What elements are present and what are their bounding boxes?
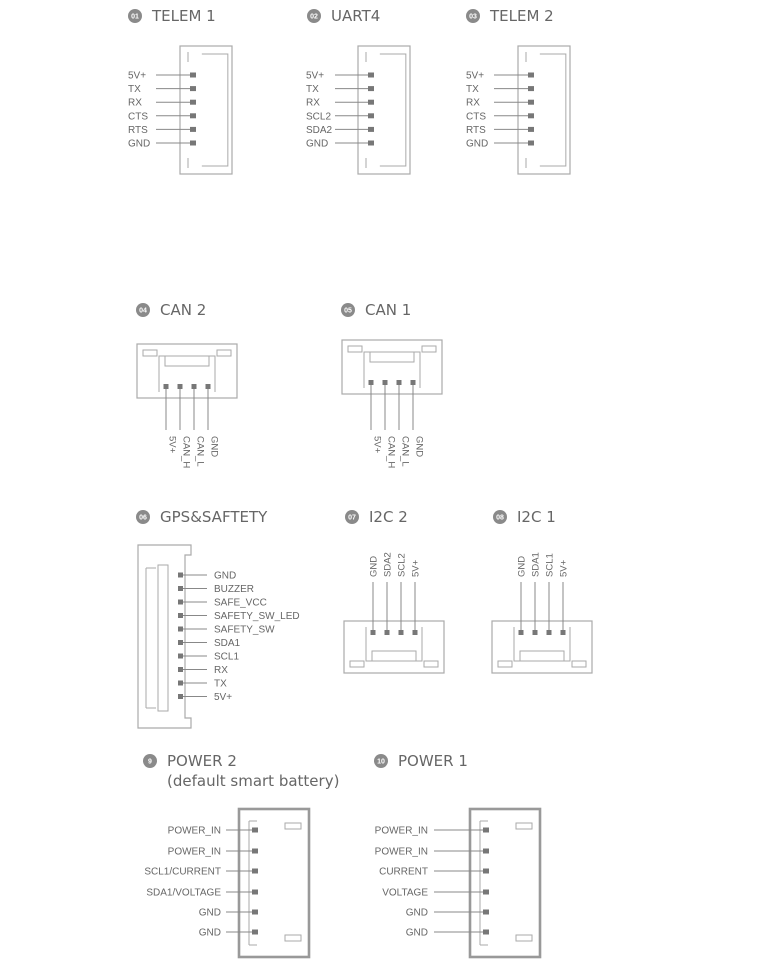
badge-number: 04 (139, 307, 147, 315)
pin-label: POWER_IN (167, 846, 221, 858)
pin-contact (369, 380, 374, 385)
pin-contact (190, 113, 196, 118)
badge-number: 01 (131, 13, 139, 21)
pin-label: SAFETY_SW (214, 624, 275, 636)
pin-contact (252, 910, 258, 915)
pin-contact (528, 73, 534, 78)
pin-label: CAN_H (385, 436, 397, 469)
pin-label: GND (306, 138, 329, 150)
pin-label: SAFETY_SW_LED (214, 611, 300, 622)
connector-c02 (306, 7, 410, 174)
badge (374, 754, 388, 768)
pin-contact (368, 73, 374, 78)
pin-contact (178, 667, 183, 672)
pin-label: SCL1 (544, 553, 556, 577)
pin-contact (397, 380, 402, 385)
pin-contact (178, 384, 183, 389)
pin-label: CURRENT (379, 866, 428, 878)
pin-contact (483, 930, 489, 935)
pin-label: SDA1 (530, 552, 542, 577)
pin-contact (178, 573, 183, 578)
pin-label: 5V+ (166, 436, 178, 454)
badge-number: 05 (344, 307, 352, 315)
pin-label: BUZZER (214, 584, 254, 595)
pin-label: RX (128, 97, 142, 109)
badge-number: 07 (348, 514, 356, 522)
pin-contact (533, 630, 538, 635)
connector-housing (344, 621, 444, 673)
pin-label: 5V+ (128, 70, 147, 82)
pin-label: 5V+ (410, 559, 422, 577)
pin-contact (206, 384, 211, 389)
badge (341, 303, 355, 317)
pin-contact (178, 681, 183, 686)
badge-number: 06 (139, 514, 147, 522)
pin-label: RTS (466, 124, 486, 136)
connector-c05 (341, 301, 442, 468)
pin-label: 5V+ (558, 559, 570, 577)
pin-label: GND (516, 555, 528, 577)
pin-contact (178, 627, 183, 632)
pin-contact (368, 113, 374, 118)
pin-label: TX (214, 678, 227, 690)
connector-c06 (136, 508, 300, 728)
pin-contact (371, 630, 376, 635)
pin-contact (483, 849, 489, 854)
pin-label: SAFE_VCC (214, 597, 267, 609)
badge (493, 510, 507, 524)
pin-label: POWER_IN (374, 846, 428, 858)
pin-label: SDA2 (306, 124, 333, 136)
badge (307, 9, 321, 23)
pin-label: GND (413, 436, 425, 458)
connector-subtitle: (default smart battery) (167, 772, 340, 790)
pin-contact (528, 100, 534, 105)
badge-number: 08 (496, 514, 504, 522)
connector-c03 (466, 7, 570, 174)
connector-c01 (128, 7, 232, 174)
connector-housing (342, 340, 442, 394)
connector-title: I2C 1 (517, 508, 556, 526)
pin-label: GND (208, 436, 220, 458)
pin-label: 5V+ (214, 692, 233, 703)
pin-label: SDA2 (382, 552, 394, 577)
pin-contact (164, 384, 169, 389)
connector-title: POWER 1 (398, 752, 468, 770)
pin-contact (483, 890, 489, 895)
pin-contact (190, 73, 196, 78)
pin-contact (413, 630, 418, 635)
pin-label: GND (466, 138, 489, 150)
pin-contact (178, 586, 183, 591)
pin-label: GND (128, 138, 151, 150)
connector-title: TELEM 2 (490, 7, 554, 25)
pin-contact (385, 630, 390, 635)
pin-label: SDA1/VOLTAGE (146, 887, 221, 899)
connector-title: GPS&SAFTETY (160, 508, 268, 526)
pin-contact (252, 828, 258, 833)
pin-label: SCL1/CURRENT (144, 866, 221, 878)
pin-label: GND (405, 907, 428, 919)
pin-contact (192, 384, 197, 389)
pin-contact (368, 127, 374, 132)
badge-number: 03 (469, 13, 477, 21)
pin-label: SCL2 (396, 553, 408, 577)
pin-contact (178, 613, 183, 618)
connector-housing (492, 621, 592, 673)
badge-number: 10 (377, 758, 385, 766)
pin-contact (252, 869, 258, 874)
pin-contact (519, 630, 524, 635)
pin-contact (190, 141, 196, 146)
pin-contact (547, 630, 552, 635)
pin-contact (178, 694, 183, 699)
pin-contact (252, 849, 258, 854)
pin-label: GND (405, 927, 428, 939)
pin-label: GND (214, 570, 237, 582)
badge (136, 510, 150, 524)
pin-label: RX (466, 97, 480, 109)
pin-label: CAN_H (180, 436, 192, 469)
pin-label: POWER_IN (374, 825, 428, 837)
connector-title: CAN 2 (160, 301, 207, 319)
connector-housing (180, 46, 232, 174)
badge (143, 754, 157, 768)
pin-label: TX (466, 84, 479, 96)
pin-contact (528, 141, 534, 146)
connector-title: CAN 1 (365, 301, 412, 319)
pin-label: 5V+ (466, 70, 485, 82)
pin-label: CTS (466, 111, 486, 123)
pin-contact (483, 910, 489, 915)
pin-contact (368, 86, 374, 91)
pin-label: RX (214, 665, 228, 676)
pin-contact (252, 930, 258, 935)
pin-label: SCL2 (306, 111, 332, 123)
connector-title: I2C 2 (369, 508, 408, 526)
connector-title: POWER 2 (167, 752, 237, 770)
pin-contact (528, 86, 534, 91)
badge (128, 9, 142, 23)
pin-contact (368, 100, 374, 105)
badge-number: 02 (310, 13, 318, 21)
pin-label: TX (306, 84, 319, 96)
connector-housing (358, 46, 410, 174)
connector-housing (518, 46, 570, 174)
pin-label: VOLTAGE (382, 887, 428, 899)
pin-label: GND (368, 555, 380, 577)
pin-label: 5V+ (306, 70, 325, 82)
connector-title: UART4 (331, 7, 381, 25)
pin-label: TX (128, 84, 141, 96)
badge (345, 510, 359, 524)
pin-contact (561, 630, 566, 635)
connector-c07 (344, 508, 444, 673)
badge-number: 9 (148, 758, 152, 766)
badge (466, 9, 480, 23)
connector-c10 (374, 752, 540, 957)
pin-contact (178, 654, 183, 659)
connector-title: TELEM 1 (152, 7, 216, 25)
pin-contact (383, 380, 388, 385)
pin-contact (399, 630, 404, 635)
pin-label: CAN_L (399, 436, 411, 467)
pin-label: 5V+ (371, 436, 383, 454)
pin-label: RTS (128, 124, 148, 136)
pin-contact (252, 890, 258, 895)
badge (136, 303, 150, 317)
pin-label: SDA1 (214, 638, 241, 649)
pin-contact (528, 113, 534, 118)
connector-c09 (143, 752, 339, 957)
pin-contact (190, 100, 196, 105)
pin-contact (528, 127, 534, 132)
pin-contact (178, 600, 183, 605)
pin-label: SCL1 (214, 651, 240, 663)
pin-contact (411, 380, 416, 385)
pin-contact (483, 869, 489, 874)
pin-contact (190, 127, 196, 132)
pin-label: GND (198, 927, 221, 939)
pin-label: RX (306, 97, 320, 109)
pin-contact (190, 86, 196, 91)
connector-housing (137, 344, 237, 398)
pin-label: CAN_L (194, 436, 206, 467)
connector-c04 (136, 301, 237, 468)
pin-contact (368, 141, 374, 146)
pin-label: GND (198, 907, 221, 919)
pin-label: POWER_IN (167, 825, 221, 837)
pin-label: CTS (128, 111, 148, 123)
pin-contact (483, 828, 489, 833)
pin-contact (178, 640, 183, 645)
connector-c08 (492, 508, 592, 673)
